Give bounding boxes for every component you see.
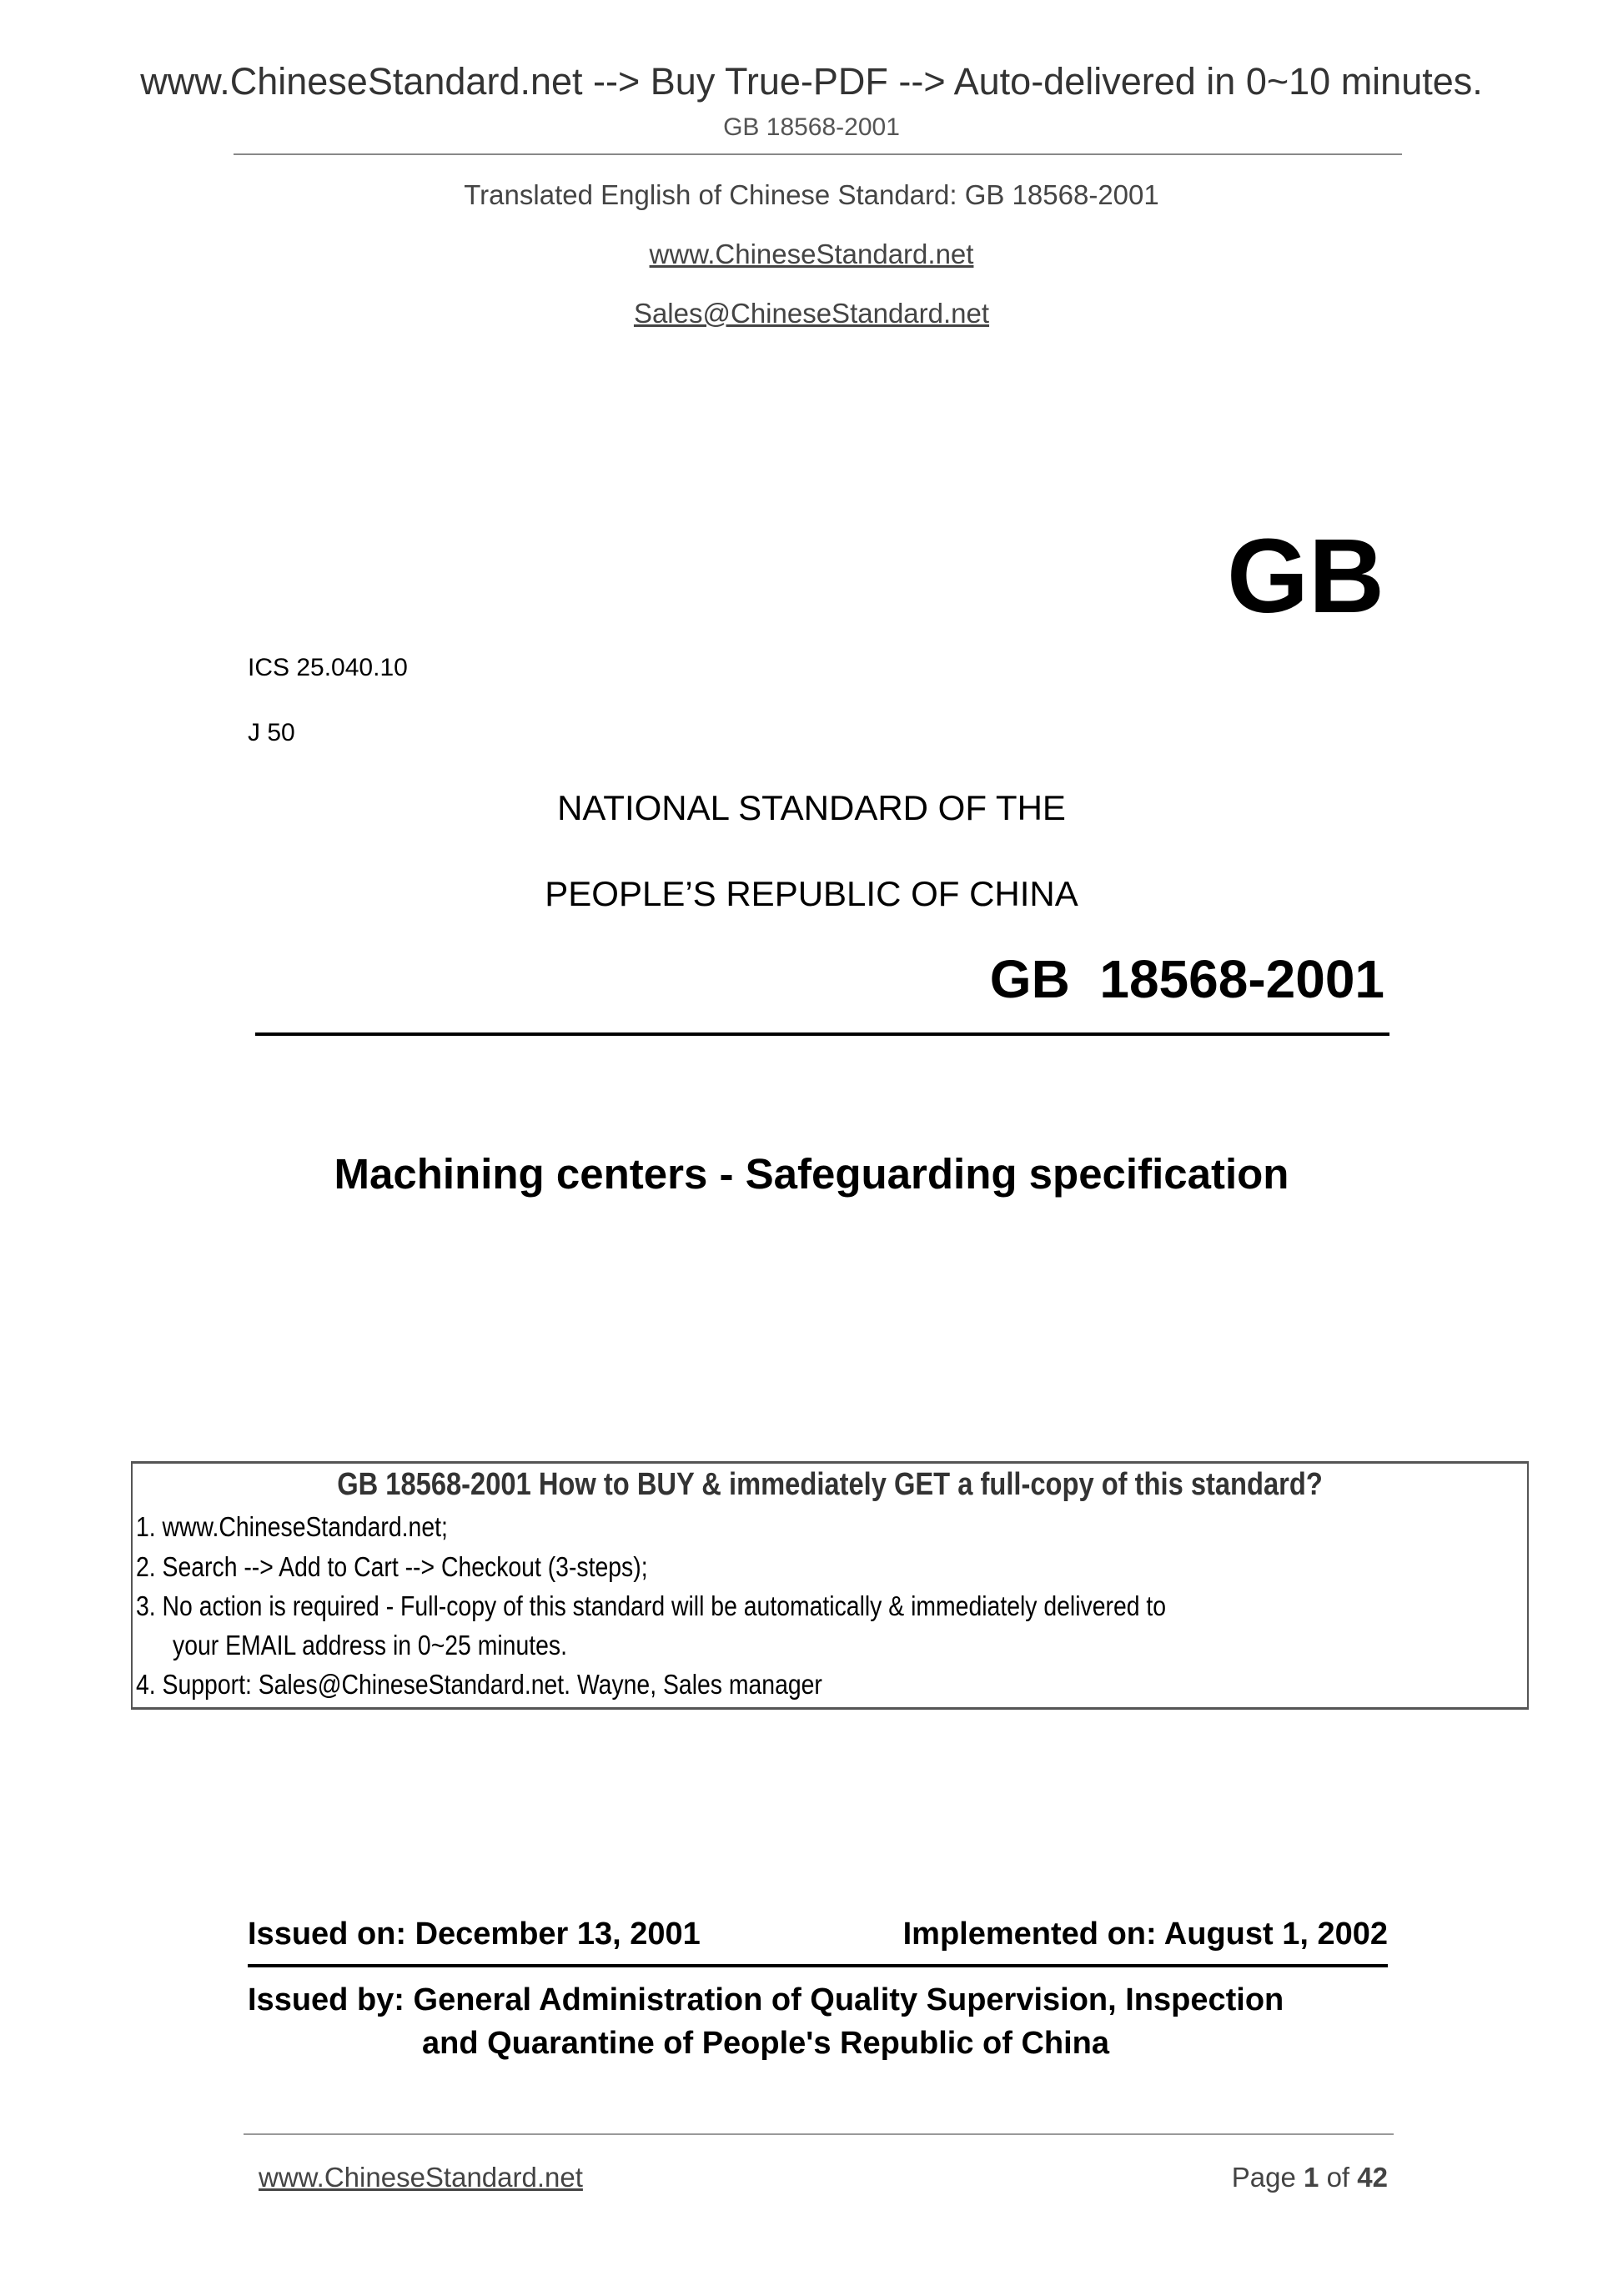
email-link[interactable]: Sales@ChineseStandard.net — [633, 298, 990, 329]
promo-banner: www.ChineseStandard.net --> Buy True-PDF --> Auto-delivered in 0~10 minutes. — [140, 60, 1483, 103]
page-number — [1232, 2162, 1388, 2193]
national-standard-line1: NATIONAL STANDARD OF THE — [557, 788, 1066, 827]
buy-box-title: GB 18568-2001 How to BUY & immediately GET a full-copy of this standard? — [337, 1467, 1323, 1502]
title-divider — [255, 1032, 1389, 1036]
translated-line: Translated English of Chinese Standard: GB 18568-2001 — [464, 179, 1159, 210]
issued-by-label: Issued by: — [248, 1982, 404, 2017]
buy-step-3-cont: your EMAIL address in 0~25 minutes. — [173, 1630, 567, 1660]
ics-code: ICS 25.040.10 — [248, 654, 408, 681]
buy-step-4: 4. Support: Sales@ChineseStandard.net. Wayne, Sales manager — [136, 1669, 822, 1700]
issued-by-line2: and Quarantine of People's Republic of China — [422, 2026, 1110, 2061]
buy-step-2: 2. Search --> Add to Cart --> Checkout (3-steps); — [136, 1551, 648, 1582]
issued-on: Issued on: December 13, 2001 — [248, 1917, 701, 1952]
footer-website-link[interactable]: www.ChineseStandard.net — [259, 2162, 583, 2193]
buy-step-3: 3. No action is required - Full-copy of this standard will be automatically & immediately delivered to — [136, 1590, 1167, 1621]
page-label: Page — [1231, 2162, 1296, 2193]
page-total: 42 — [1357, 2162, 1388, 2193]
issue-divider — [248, 1964, 1388, 1967]
document-title: Machining centers - Safeguarding specification — [334, 1150, 1289, 1198]
standard-number: GB 18568-2001 — [989, 949, 1384, 1009]
national-standard-line2: PEOPLE’S REPUBLIC OF CHINA — [545, 874, 1078, 913]
buy-info-box — [131, 1461, 1529, 1710]
website-link[interactable]: www.ChineseStandard.net — [649, 239, 974, 269]
footer-divider — [244, 2133, 1394, 2135]
running-header: GB 18568-2001 — [723, 113, 900, 141]
gb-mark: GB — [1227, 517, 1384, 635]
implemented-on: Implemented on: August 1, 2002 — [902, 1917, 1388, 1952]
issued-by-line1: General Administration of Quality Supervision, Inspection — [413, 1982, 1284, 2017]
buy-step-1: 1. www.ChineseStandard.net; — [136, 1511, 448, 1542]
classification-code: J 50 — [248, 719, 295, 746]
page-current: 1 — [1304, 2162, 1319, 2193]
header-divider — [234, 153, 1402, 155]
page-of: of — [1326, 2162, 1350, 2193]
